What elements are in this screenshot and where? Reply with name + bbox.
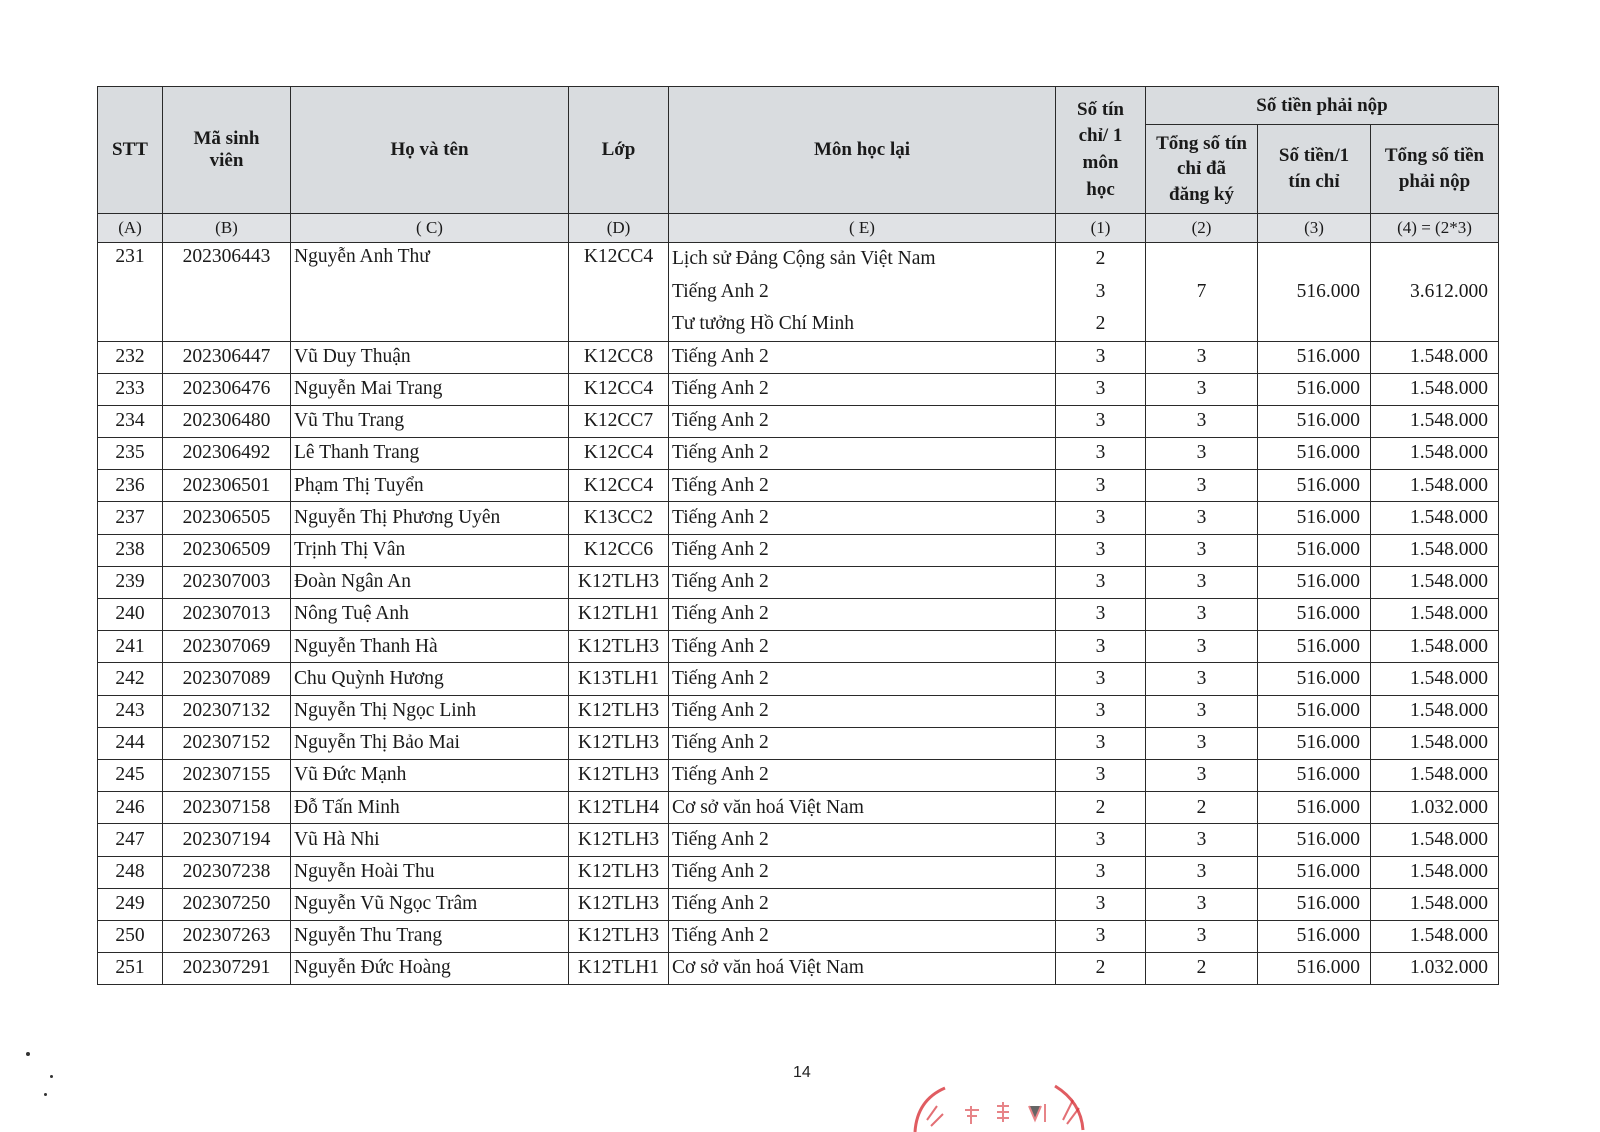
- cell-total-fee: 1.548.000: [1371, 341, 1499, 373]
- cell-student-id: 202306476: [163, 373, 291, 405]
- table-row: [98, 405, 1499, 437]
- cell-class: K12TLH3: [569, 920, 669, 952]
- cell-fee-per-credit: 516.000: [1258, 631, 1371, 663]
- cell-total-fee: 1.548.000: [1371, 599, 1499, 631]
- cell-total-credits: 3: [1146, 534, 1258, 566]
- cell-credits: 3: [1056, 470, 1146, 502]
- cell-credits: 3: [1056, 663, 1146, 695]
- cell-credits: 3: [1056, 824, 1146, 856]
- cell-course: Tiếng Anh 2: [669, 341, 1056, 373]
- cell-student-id: 202307194: [163, 824, 291, 856]
- header-student-id: [163, 87, 291, 214]
- cell-stt: 233: [98, 373, 163, 405]
- cell-name: Lê Thanh Trang: [291, 438, 569, 470]
- cell-total-credits: 7: [1146, 243, 1258, 342]
- cell-stt: 251: [98, 953, 163, 985]
- cell-class: K12TLH3: [569, 824, 669, 856]
- cell-fee-per-credit: 516.000: [1258, 470, 1371, 502]
- cell-total-credits: 3: [1146, 502, 1258, 534]
- cell-total-credits: 3: [1146, 438, 1258, 470]
- cell-stt: 236: [98, 470, 163, 502]
- table-row: [98, 341, 1499, 373]
- cell-total-fee: 3.612.000: [1371, 243, 1499, 342]
- cell-course: Tiếng Anh 2: [669, 599, 1056, 631]
- header-class: Lớp: [569, 87, 669, 214]
- cell-stt: 245: [98, 759, 163, 791]
- cell-student-id: 202307263: [163, 920, 291, 952]
- cell-course: Tiếng Anh 2: [669, 534, 1056, 566]
- code-3: (3): [1258, 214, 1371, 243]
- cell-student-id: 202307013: [163, 599, 291, 631]
- cell-course: Tiếng Anh 2: [669, 373, 1056, 405]
- cell-course: Tiếng Anh 2: [669, 663, 1056, 695]
- cell-total-credits: 3: [1146, 727, 1258, 759]
- red-seal-stamp: [905, 1080, 1095, 1132]
- cell-total-fee: 1.032.000: [1371, 792, 1499, 824]
- cell-total-credits: 2: [1146, 792, 1258, 824]
- cell-student-id: 202306492: [163, 438, 291, 470]
- header-amount-group: Số tiền phải nộp: [1146, 87, 1499, 125]
- cell-student-id: 202306509: [163, 534, 291, 566]
- table-row: [98, 534, 1499, 566]
- cell-student-id: 202307158: [163, 792, 291, 824]
- table-row: [98, 727, 1499, 759]
- code-4: (4) = (2*3): [1371, 214, 1499, 243]
- code-a: (A): [98, 214, 163, 243]
- cell-name: Nguyễn Thu Trang: [291, 920, 569, 952]
- cell-course: Tiếng Anh 2: [669, 920, 1056, 952]
- cell-class: K12TLH1: [569, 599, 669, 631]
- cell-student-id: 202307003: [163, 566, 291, 598]
- cell-course: Tiếng Anh 2: [669, 695, 1056, 727]
- cell-total-credits: 3: [1146, 341, 1258, 373]
- header-fee-per-credit: [1258, 125, 1371, 214]
- table-row-multi-course: [98, 243, 1499, 342]
- cell-stt: 231: [98, 243, 163, 342]
- cell-course: Tiếng Anh 2: [669, 759, 1056, 791]
- cell-name: Nguyễn Thị Bảo Mai: [291, 727, 569, 759]
- cell-student-id: 202306480: [163, 405, 291, 437]
- cell-class: K12TLH3: [569, 888, 669, 920]
- cell-student-id: 202307291: [163, 953, 291, 985]
- header-stt: STT: [98, 87, 163, 214]
- header-total-credits: [1146, 125, 1258, 214]
- cell-stt: 241: [98, 631, 163, 663]
- header-fee-per-credit-label: Số tiền/1 tín chỉ: [1278, 145, 1350, 192]
- cell-name: Nguyễn Thị Ngọc Linh: [291, 695, 569, 727]
- cell-stt: 250: [98, 920, 163, 952]
- table-row: [98, 759, 1499, 791]
- table-row: [98, 953, 1499, 985]
- cell-total-credits: 3: [1146, 824, 1258, 856]
- cell-stt: 248: [98, 856, 163, 888]
- table-row: [98, 824, 1499, 856]
- table-row: [98, 502, 1499, 534]
- cell-name: Chu Quỳnh Hương: [291, 663, 569, 695]
- cell-name: Nông Tuệ Anh: [291, 599, 569, 631]
- cell-fee-per-credit: 516.000: [1258, 243, 1371, 342]
- cell-total-fee: 1.548.000: [1371, 856, 1499, 888]
- cell-total-credits: 3: [1146, 373, 1258, 405]
- table-row: [98, 663, 1499, 695]
- cell-fee-per-credit: 516.000: [1258, 759, 1371, 791]
- cell-total-fee: 1.548.000: [1371, 759, 1499, 791]
- cell-total-fee: 1.548.000: [1371, 405, 1499, 437]
- cell-stt: 240: [98, 599, 163, 631]
- table-row: [98, 888, 1499, 920]
- cell-student-id: 202307152: [163, 727, 291, 759]
- cell-credits: 3: [1056, 759, 1146, 791]
- cell-course: Tiếng Anh 2: [669, 438, 1056, 470]
- cell-fee-per-credit: 516.000: [1258, 792, 1371, 824]
- cell-class: K12TLH1: [569, 953, 669, 985]
- cell-student-id: 202307238: [163, 856, 291, 888]
- cell-name: Nguyễn Thị Phương Uyên: [291, 502, 569, 534]
- cell-class: K12CC7: [569, 405, 669, 437]
- cell-course: Tiếng Anh 2: [669, 470, 1056, 502]
- cell-stt: 234: [98, 405, 163, 437]
- cell-total-fee: 1.548.000: [1371, 534, 1499, 566]
- cell-total-fee: 1.548.000: [1371, 502, 1499, 534]
- cell-credits: 3: [1056, 534, 1146, 566]
- cell-courses: [669, 243, 1056, 342]
- cell-total-fee: 1.548.000: [1371, 824, 1499, 856]
- cell-name: Trịnh Thị Vân: [291, 534, 569, 566]
- cell-fee-per-credit: 516.000: [1258, 727, 1371, 759]
- cell-name: Nguyễn Thanh Hà: [291, 631, 569, 663]
- table-header: [98, 87, 1499, 243]
- cell-credits: 3: [1056, 888, 1146, 920]
- cell-name: Nguyễn Hoài Thu: [291, 856, 569, 888]
- cell-total-fee: 1.548.000: [1371, 920, 1499, 952]
- code-d: (D): [569, 214, 669, 243]
- cell-credits: 3: [1056, 920, 1146, 952]
- cell-total-credits: 3: [1146, 920, 1258, 952]
- cell-class: K12TLH3: [569, 566, 669, 598]
- cell-total-fee: 1.548.000: [1371, 470, 1499, 502]
- scan-speck: [50, 1075, 53, 1078]
- cell-class: K12TLH3: [569, 727, 669, 759]
- cell-fee-per-credit: 516.000: [1258, 663, 1371, 695]
- cell-total-credits: 3: [1146, 759, 1258, 791]
- table-row: [98, 470, 1499, 502]
- cell-stt: 239: [98, 566, 163, 598]
- cell-fee-per-credit: 516.000: [1258, 920, 1371, 952]
- cell-credits: 2: [1056, 792, 1146, 824]
- cell-fee-per-credit: 516.000: [1258, 534, 1371, 566]
- cell-total-credits: 3: [1146, 470, 1258, 502]
- cell-course: Tiếng Anh 2: [669, 856, 1056, 888]
- cell-course: Tiếng Anh 2: [669, 631, 1056, 663]
- cell-total-credits: 3: [1146, 566, 1258, 598]
- cell-fee-per-credit: 516.000: [1258, 856, 1371, 888]
- credit-item: 3: [1095, 280, 1106, 302]
- header-total-fee-label: Tổng số tiền phải nộp: [1384, 145, 1485, 192]
- cell-student-id: 202307250: [163, 888, 291, 920]
- cell-credits: 3: [1056, 405, 1146, 437]
- table-body: [98, 243, 1499, 985]
- cell-credits: 3: [1056, 566, 1146, 598]
- credit-item: 2: [1095, 313, 1106, 334]
- header-course: Môn học lại: [669, 87, 1056, 214]
- cell-name: Nguyễn Anh Thư: [291, 243, 569, 342]
- cell-total-fee: 1.548.000: [1371, 566, 1499, 598]
- table-row: [98, 920, 1499, 952]
- cell-stt: 249: [98, 888, 163, 920]
- cell-fee-per-credit: 516.000: [1258, 566, 1371, 598]
- cell-total-fee: 1.548.000: [1371, 695, 1499, 727]
- cell-credits: 3: [1056, 502, 1146, 534]
- cell-student-id: 202306443: [163, 243, 291, 342]
- cell-fee-per-credit: 516.000: [1258, 341, 1371, 373]
- cell-credits: [1056, 243, 1146, 342]
- cell-class: K13TLH1: [569, 663, 669, 695]
- cell-credits: 3: [1056, 599, 1146, 631]
- course-item: Lịch sử Đảng Cộng sản Việt Nam: [672, 248, 936, 269]
- cell-total-fee: 1.548.000: [1371, 631, 1499, 663]
- cell-credits: 3: [1056, 341, 1146, 373]
- cell-name: Đỗ Tấn Minh: [291, 792, 569, 824]
- table-row: [98, 856, 1499, 888]
- header-total-fee: [1371, 125, 1499, 214]
- table-row: [98, 695, 1499, 727]
- cell-fee-per-credit: 516.000: [1258, 953, 1371, 985]
- cell-stt: 242: [98, 663, 163, 695]
- table-row: [98, 373, 1499, 405]
- cell-credits: 3: [1056, 727, 1146, 759]
- code-b: (B): [163, 214, 291, 243]
- header-full-name: Họ và tên: [291, 87, 569, 214]
- cell-fee-per-credit: 516.000: [1258, 824, 1371, 856]
- code-e: ( E): [669, 214, 1056, 243]
- cell-name: Nguyễn Vũ Ngọc Trâm: [291, 888, 569, 920]
- course-item: Tiếng Anh 2: [672, 280, 769, 302]
- cell-credits: 3: [1056, 695, 1146, 727]
- cell-course: Cơ sở văn hoá Việt Nam: [669, 792, 1056, 824]
- cell-fee-per-credit: 516.000: [1258, 502, 1371, 534]
- cell-course: Tiếng Anh 2: [669, 566, 1056, 598]
- cell-class: K12TLH3: [569, 759, 669, 791]
- cell-course: Tiếng Anh 2: [669, 502, 1056, 534]
- cell-student-id: 202307089: [163, 663, 291, 695]
- table-row: [98, 599, 1499, 631]
- cell-course: Tiếng Anh 2: [669, 405, 1056, 437]
- cell-name: Nguyễn Đức Hoàng: [291, 953, 569, 985]
- cell-stt: 235: [98, 438, 163, 470]
- table-row: [98, 792, 1499, 824]
- cell-class: K12TLH4: [569, 792, 669, 824]
- cell-total-fee: 1.032.000: [1371, 953, 1499, 985]
- cell-total-credits: 3: [1146, 663, 1258, 695]
- cell-student-id: 202306505: [163, 502, 291, 534]
- code-1: (1): [1056, 214, 1146, 243]
- cell-student-id: 202307069: [163, 631, 291, 663]
- code-2: (2): [1146, 214, 1258, 243]
- cell-name: Đoàn Ngân An: [291, 566, 569, 598]
- cell-student-id: 202307155: [163, 759, 291, 791]
- header-credits-per-course-label: Số tín chỉ/ 1 môn học: [1077, 98, 1124, 200]
- cell-name: Vũ Thu Trang: [291, 405, 569, 437]
- cell-class: K12CC4: [569, 470, 669, 502]
- cell-course: Tiếng Anh 2: [669, 727, 1056, 759]
- scan-speck: [44, 1093, 47, 1096]
- cell-credits: 3: [1056, 631, 1146, 663]
- table-row: [98, 438, 1499, 470]
- cell-course: Tiếng Anh 2: [669, 888, 1056, 920]
- cell-class: K12CC4: [569, 373, 669, 405]
- cell-class: K12CC6: [569, 534, 669, 566]
- cell-fee-per-credit: 516.000: [1258, 695, 1371, 727]
- cell-fee-per-credit: 516.000: [1258, 599, 1371, 631]
- header-student-id-label: Mã sinh viên: [193, 128, 260, 171]
- cell-stt: 247: [98, 824, 163, 856]
- page-number: 14: [793, 1064, 811, 1081]
- course-item: Tư tưởng Hồ Chí Minh: [672, 313, 855, 334]
- cell-name: Nguyễn Mai Trang: [291, 373, 569, 405]
- cell-student-id: 202307132: [163, 695, 291, 727]
- cell-stt: 232: [98, 341, 163, 373]
- header-credits-per-course: [1056, 87, 1146, 214]
- fee-table: [97, 86, 1499, 985]
- credit-item: 2: [1095, 248, 1106, 269]
- table-row: [98, 566, 1499, 598]
- cell-total-fee: 1.548.000: [1371, 438, 1499, 470]
- table-row: [98, 631, 1499, 663]
- cell-course: Tiếng Anh 2: [669, 824, 1056, 856]
- cell-stt: 244: [98, 727, 163, 759]
- header-total-credits-label: Tổng số tín chỉ đã đăng ký: [1156, 132, 1247, 205]
- cell-student-id: 202306501: [163, 470, 291, 502]
- cell-fee-per-credit: 516.000: [1258, 405, 1371, 437]
- column-code-row: [98, 214, 1499, 243]
- cell-total-fee: 1.548.000: [1371, 663, 1499, 695]
- cell-name: Vũ Hà Nhi: [291, 824, 569, 856]
- cell-total-fee: 1.548.000: [1371, 727, 1499, 759]
- cell-class: K12TLH3: [569, 856, 669, 888]
- cell-fee-per-credit: 516.000: [1258, 888, 1371, 920]
- cell-course: Cơ sở văn hoá Việt Nam: [669, 953, 1056, 985]
- cell-total-credits: 3: [1146, 888, 1258, 920]
- cell-total-fee: 1.548.000: [1371, 373, 1499, 405]
- cell-class: K12TLH3: [569, 631, 669, 663]
- cell-class: K12CC4: [569, 438, 669, 470]
- cell-name: Phạm Thị Tuyển: [291, 470, 569, 502]
- cell-stt: 243: [98, 695, 163, 727]
- cell-class: K12CC8: [569, 341, 669, 373]
- cell-credits: 3: [1056, 438, 1146, 470]
- cell-total-credits: 2: [1146, 953, 1258, 985]
- cell-total-fee: 1.548.000: [1371, 888, 1499, 920]
- cell-total-credits: 3: [1146, 599, 1258, 631]
- cell-fee-per-credit: 516.000: [1258, 438, 1371, 470]
- cell-total-credits: 3: [1146, 856, 1258, 888]
- cell-name: Vũ Duy Thuận: [291, 341, 569, 373]
- cell-total-credits: 3: [1146, 695, 1258, 727]
- scan-speck: [26, 1052, 30, 1056]
- cell-total-credits: 3: [1146, 405, 1258, 437]
- code-c: ( C): [291, 214, 569, 243]
- cell-credits: 2: [1056, 953, 1146, 985]
- cell-name: Vũ Đức Mạnh: [291, 759, 569, 791]
- cell-student-id: 202306447: [163, 341, 291, 373]
- cell-stt: 237: [98, 502, 163, 534]
- cell-total-credits: 3: [1146, 631, 1258, 663]
- cell-stt: 238: [98, 534, 163, 566]
- cell-credits: 3: [1056, 856, 1146, 888]
- cell-fee-per-credit: 516.000: [1258, 373, 1371, 405]
- cell-class: K12TLH3: [569, 695, 669, 727]
- cell-class: K12CC4: [569, 243, 669, 342]
- cell-credits: 3: [1056, 373, 1146, 405]
- cell-stt: 246: [98, 792, 163, 824]
- cell-class: K13CC2: [569, 502, 669, 534]
